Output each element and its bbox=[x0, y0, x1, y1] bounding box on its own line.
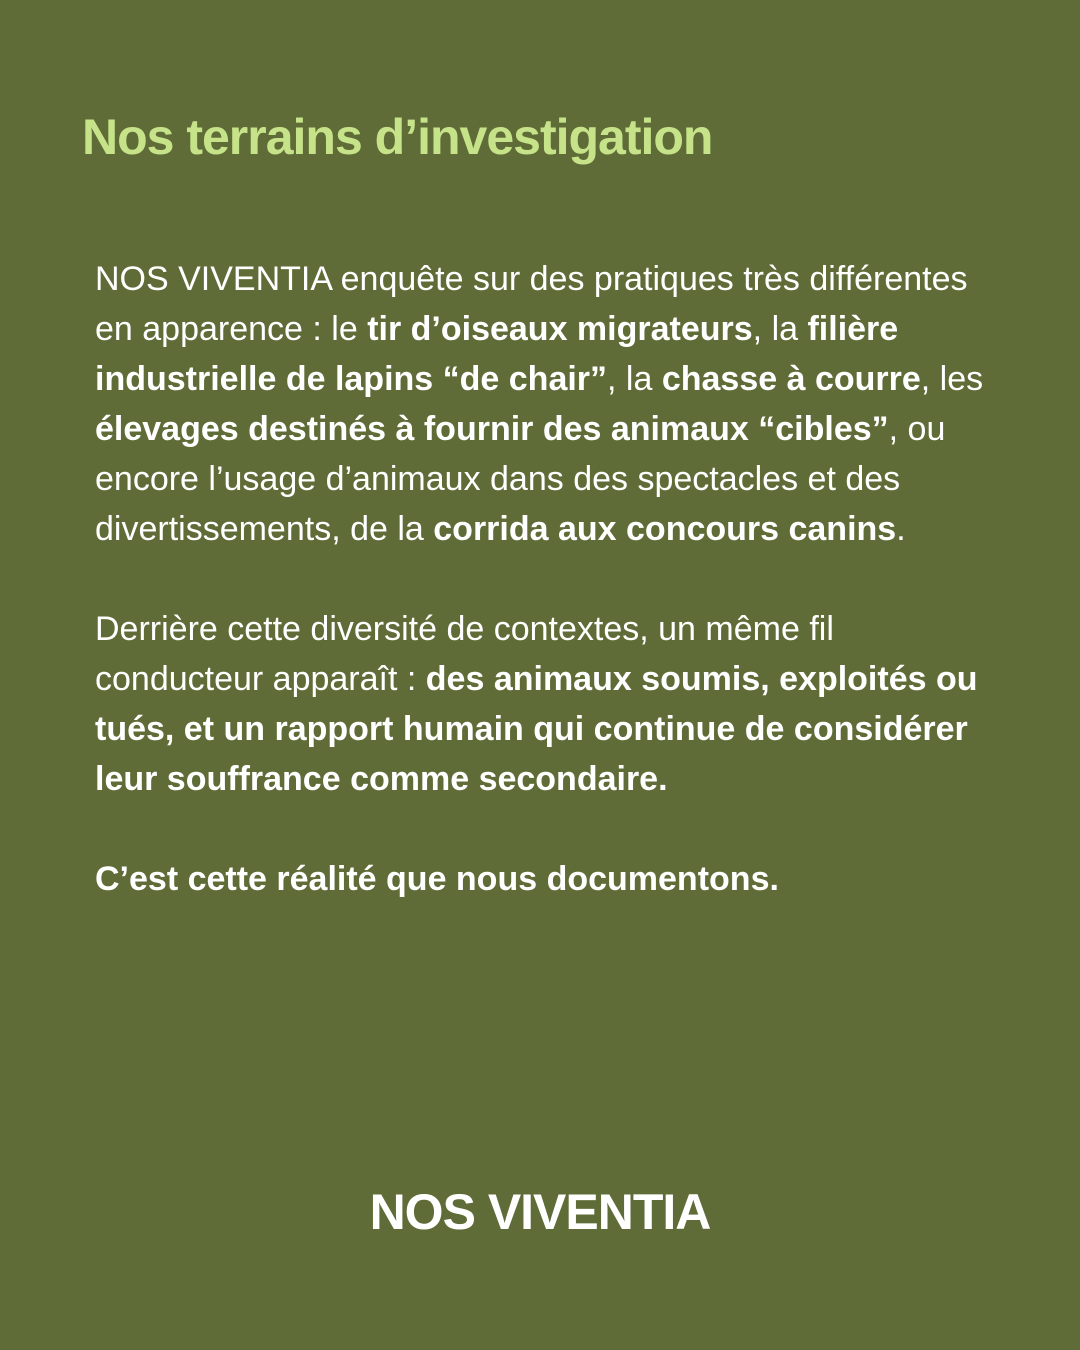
highlight-target-breeding: élevages destinés à fournir des animaux “cibles” bbox=[95, 410, 889, 448]
highlight-rabbit-industry: filière industrielle de lapins “de chair” bbox=[95, 310, 899, 398]
highlight-conclusion: des animaux soumis, exploités ou tués, et un rapport humain qui continue de considérer leur souffrance comme secondaire. bbox=[95, 660, 978, 798]
text-segment: , la bbox=[752, 310, 808, 348]
body-text bbox=[95, 254, 995, 904]
text-segment: , la bbox=[607, 360, 662, 398]
paragraph-thread bbox=[95, 604, 995, 804]
page-title: Nos terrains d’investigation bbox=[82, 109, 713, 165]
paragraph-intro bbox=[95, 254, 995, 554]
highlight-migratory-birds: tir d’oiseaux migrateurs bbox=[367, 310, 753, 348]
text-segment: NOS VIVENTIA enquête sur des pratiques très différentes en apparence : le bbox=[95, 260, 968, 348]
text-segment: , ou encore l’usage d’animaux dans des spectacles et des divertissements, de la bbox=[95, 410, 946, 548]
brand-name: NOS VIVENTIA bbox=[369, 1184, 711, 1240]
text-segment: Derrière cette diversité de contextes, un même fil conducteur apparaît : bbox=[95, 610, 834, 698]
highlight-hunting: chasse à courre bbox=[661, 360, 921, 398]
text-segment: . bbox=[896, 510, 906, 548]
highlight-corrida-contests: corrida aux concours canins bbox=[433, 510, 897, 548]
text-segment: , les bbox=[920, 360, 984, 398]
closing-statement: C’est cette réalité que nous documentons. bbox=[95, 860, 779, 898]
